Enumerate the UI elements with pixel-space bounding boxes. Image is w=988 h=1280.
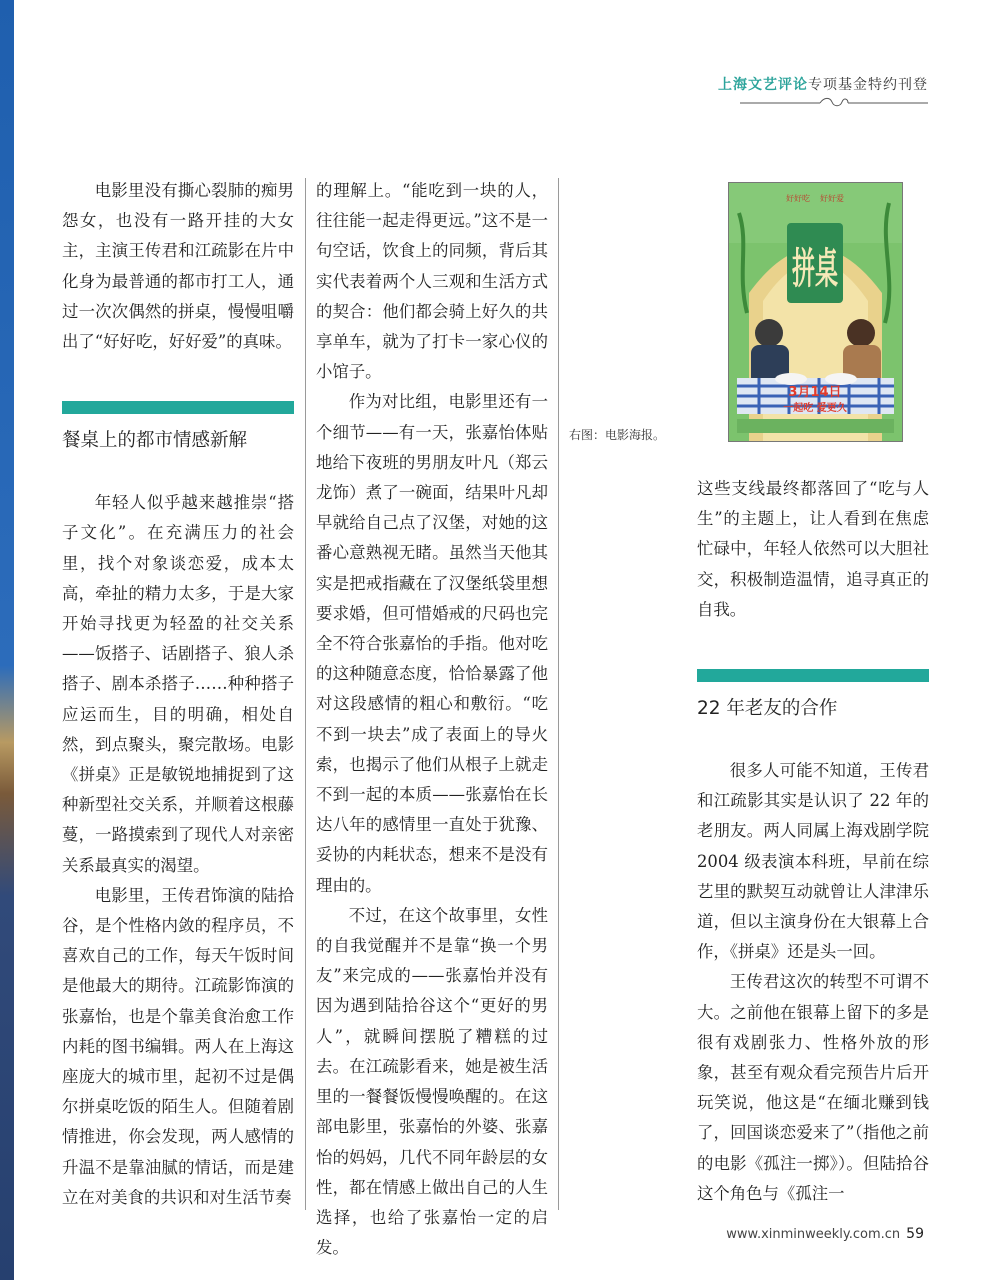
movie-poster [728,182,903,442]
poster-caption: 右图：电影海报。 [569,428,666,442]
header-sponsor-tag [718,74,928,94]
section-title-friends: 22 年老友的合作 [697,698,838,720]
col2-paragraph-3: 不过，在这个故事里，女性的自我觉醒并不是靠“换一个男友”来完成的——张嘉怡并没有因为遇到陆拾谷这个“更好的男人”，就瞬间摆脱了糟糕的过去。在江疏影看来，她是被生活里的一餐餐饭慢慢唤醒的。在这部电影里，张嘉怡的外婆、张嘉怡的妈妈，几代不同年龄层的女性，都在情感上做出自己的人生选择，也给了张嘉怡一定的启发。 [316,905,548,1258]
section-bar [62,401,294,414]
poster-title: 拼桌 [792,244,838,293]
header-brand: 上海文艺评论 [718,77,808,93]
poster-tagline: 一起吃 爱更久 [783,403,847,414]
col3-paragraph-2: 很多人可能不知道，王传君和江疏影其实是认识了 22 年的老朋友。两人同属上海戏剧学院 2004 级表演本科班，早前在综艺里的默契互动就曾让人津津乐道，但以主演身份在大银幕上合作，《拼桌》还是头一回。 [697,761,929,962]
header-tagline: 专项基金特约刊登 [808,77,928,93]
page-edge-strip [0,0,14,1280]
column-divider [558,178,559,1210]
col2-paragraph-1: 的理解上。“能吃到一块的人，往往能一起走得更远。”这不是一句空话，饮食上的同频，背后其实代表着两个人三观和生活方式的契合：他们都会骑上好久的共享单车，就为了打卡一家心仪的小馆子。 [316,181,548,382]
section-bar [697,669,929,682]
col1-paragraph-1: 电影里没有撕心裂肺的痴男怨女，也没有一路开挂的大女主，主演王传君和江疏影在片中化身为最普通的都市打工人，通过一次次偶然的拼桌，慢慢咀嚼出了“好好吃，好好爱”的真味。 [62,181,294,352]
column-divider [305,178,306,1210]
col3-paragraph-3: 王传君这次的转型不可谓不大。之前他在银幕上留下的多是很有戏剧张力、性格外放的形象，甚至有观众看完预告片后开玩笑说，他这是“在缅北赚到钱了，回国谈恋爱来了”（指他之前的电影《孤注一掷》）。但陆拾谷这个角色与《孤注一 [697,972,929,1203]
page-footer [726,1226,924,1242]
column-1 [62,176,294,1213]
section-title-dining: 餐桌上的都市情感新解 [62,430,248,452]
poster-slogans: 好好吃 好好爱 [786,194,844,203]
column-3 [697,474,929,1209]
poster-date: 3月14日 [788,385,842,400]
header-ornament-icon [740,96,928,110]
column-2 [316,176,548,1263]
col2-paragraph-2: 作为对比组，电影里还有一个细节——有一天，张嘉怡体贴地给下夜班的男朋友叶凡（郑云龙饰）煮了一碗面，结果叶凡却早就给自己点了汉堡，对她的这番心意熟视无睹。虽然当天他其实是把戒指藏在了汉堡纸袋里想要求婚，但可惜婚戒的尺码也完全不符合张嘉怡的手指。他对吃的这种随意态度，恰恰暴露了他对这段感情的粗心和敷衍。“吃不到一块去”成了表面上的导火索，也揭示了他们从根子上就走不到一起的本质——张嘉怡在长达八年的感情里一直处于犹豫、妥协的内耗状态，想来不是没有理由的。 [316,392,548,895]
footer-url: www.xinminweekly.com.cn [726,1227,901,1242]
col3-paragraph-1: 这些支线最终都落回了“吃与人生”的主题上，让人看到在焦虑忙碌中，年轻人依然可以大胆社交，积极制造温情，追寻真正的自我。 [697,479,929,619]
col1-paragraph-2: 年轻人似乎越来越推崇“搭子文化”。在充满压力的社会里，找个对象谈恋爱，成本太高，牵扯的精力太多，于是大家开始寻找更为轻盈的社交关系——饭搭子、话剧搭子、狼人杀搭子、剧本杀搭子……种种搭子应运而生，目的明确，相处自然，到点聚头，聚完散场。电影《拼桌》正是敏锐地捕捉到了这种新型社交关系，并顺着这根藤蔓，一路摸索到了现代人对亲密关系最真实的渴望。 [62,493,294,875]
page-number: 59 [906,1226,924,1242]
col1-paragraph-3: 电影里，王传君饰演的陆拾谷，是个性格内敛的程序员，不喜欢自己的工作，每天午饭时间是他最大的期待。江疏影饰演的张嘉怡，也是个靠美食治愈工作内耗的图书编辑。两人在上海这座庞大的城市里，起初不过是偶尔拼桌吃饭的陌生人。但随着剧情推进，你会发现，两人感情的升温不是靠油腻的情话，而是建立在对美食的共识和对生活节奏 [62,885,294,1207]
